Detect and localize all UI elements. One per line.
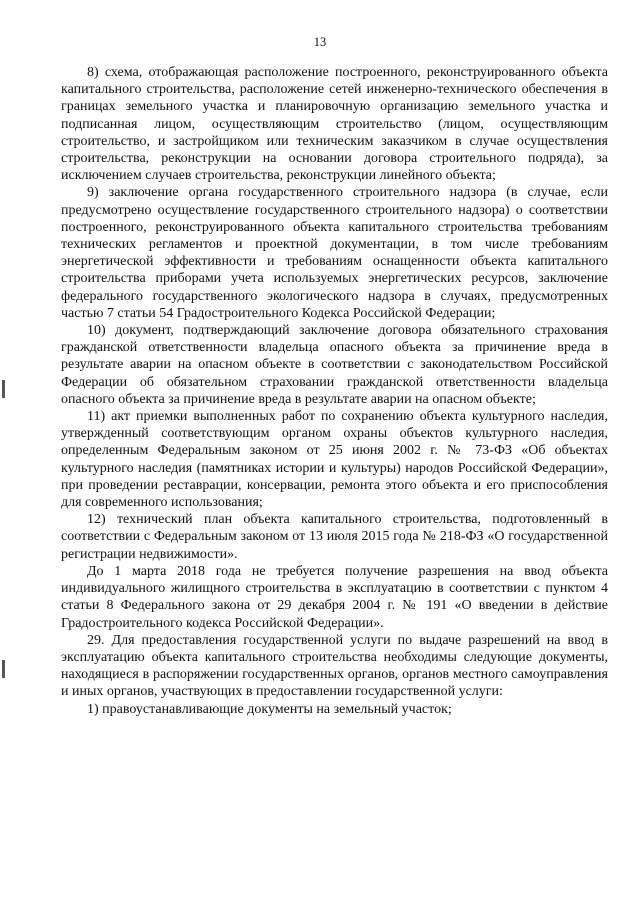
paragraph-subitem-1: 1) правоустанавливающие документы на земельный участок; [87,701,452,717]
paragraph-clause-29: 29. Для предоставления государственной услуги по выдаче разрешений на ввод в эксплуатацию объекта капитального строительства необходимы следующие документы, находящиеся в распоряжении государственных органов, органов местного самоуправления и иных органов, участвующих в предоставлении государственной услуги: [61,632,608,700]
scan-margin-mark [2,660,5,678]
paragraph-item-11: 11) акт приемки выполненных работ по сохранению объекта культурного наследия, утвержденный соответствующим органом охраны объектов культурного наследия, определенным Федеральным законом от 25 июня 2002 г. № 73-ФЗ «Об объектах культурного наследия (памятниках истории и культуры) народов Российской Федерации», при проведении реставрации, консервации, ремонта этого объекта и его приспособления для современного использования; [61,409,608,511]
page-number: 13 [313,35,327,49]
scan-margin-mark [2,380,5,398]
paragraph-item-8: 8) схема, отображающая расположение построенного, реконструированного объекта капитального строительства, расположение сетей инженерно-технического обеспечения в границах земельного участка и планировочную организацию земельного участка и подписанная лицом, осуществляющим строительство (лицом, осуществляющим строительство, и застройщиком или техническим заказчиком в случае осуществления строительства, реконструкции на основании договора строительного подряда), за исключением случаев строительства, реконструкции линейного объекта; [61,65,608,184]
document-body [61,64,608,718]
paragraph-item-10: 10) документ, подтверждающий заключение договора обязательного страхования гражданской ответственности владельца опасного объекта за причинение вреда в результате аварии на опасном объекте в соответствии с законодательством Российской Федерации об обязательном страховании гражданской ответственности владельца опасного объекта за причинение вреда в результате аварии на опасном объекте; [61,323,608,407]
paragraph-note: До 1 марта 2018 года не требуется получение разрешения на ввод объекта индивидуального жилищного строительства в эксплуатацию в соответствии с пунктом 4 статьи 8 Федерального закона от 29 декабря 2004 г. № 191 «О введении в действие Градостроительного кодекса Российской Федерации». [61,563,608,631]
paragraph-item-12: 12) технический план объекта капитального строительства, подготовленный в соответствии с Федеральным законом от 13 июля 2015 года № 218-ФЗ «О государственной регистрации недвижимости». [61,512,608,562]
paragraph-item-9: 9) заключение органа государственного строительного надзора (в случае, если предусмотрено осуществление государственного строительного надзора) о соответствии построенного, реконструированного объекта капитального строительства требованиям технических регламентов и проектной документации, в том числе требованиям энергетической эффективности и требованиям оснащенности объекта капитального строительства приборами учета используемых энергетических ресурсов, заключение федерального государственного экологического надзора в случаях, предусмотренных частью 7 статьи 54 Градостроительного Кодекса Российской Федерации; [61,185,608,321]
